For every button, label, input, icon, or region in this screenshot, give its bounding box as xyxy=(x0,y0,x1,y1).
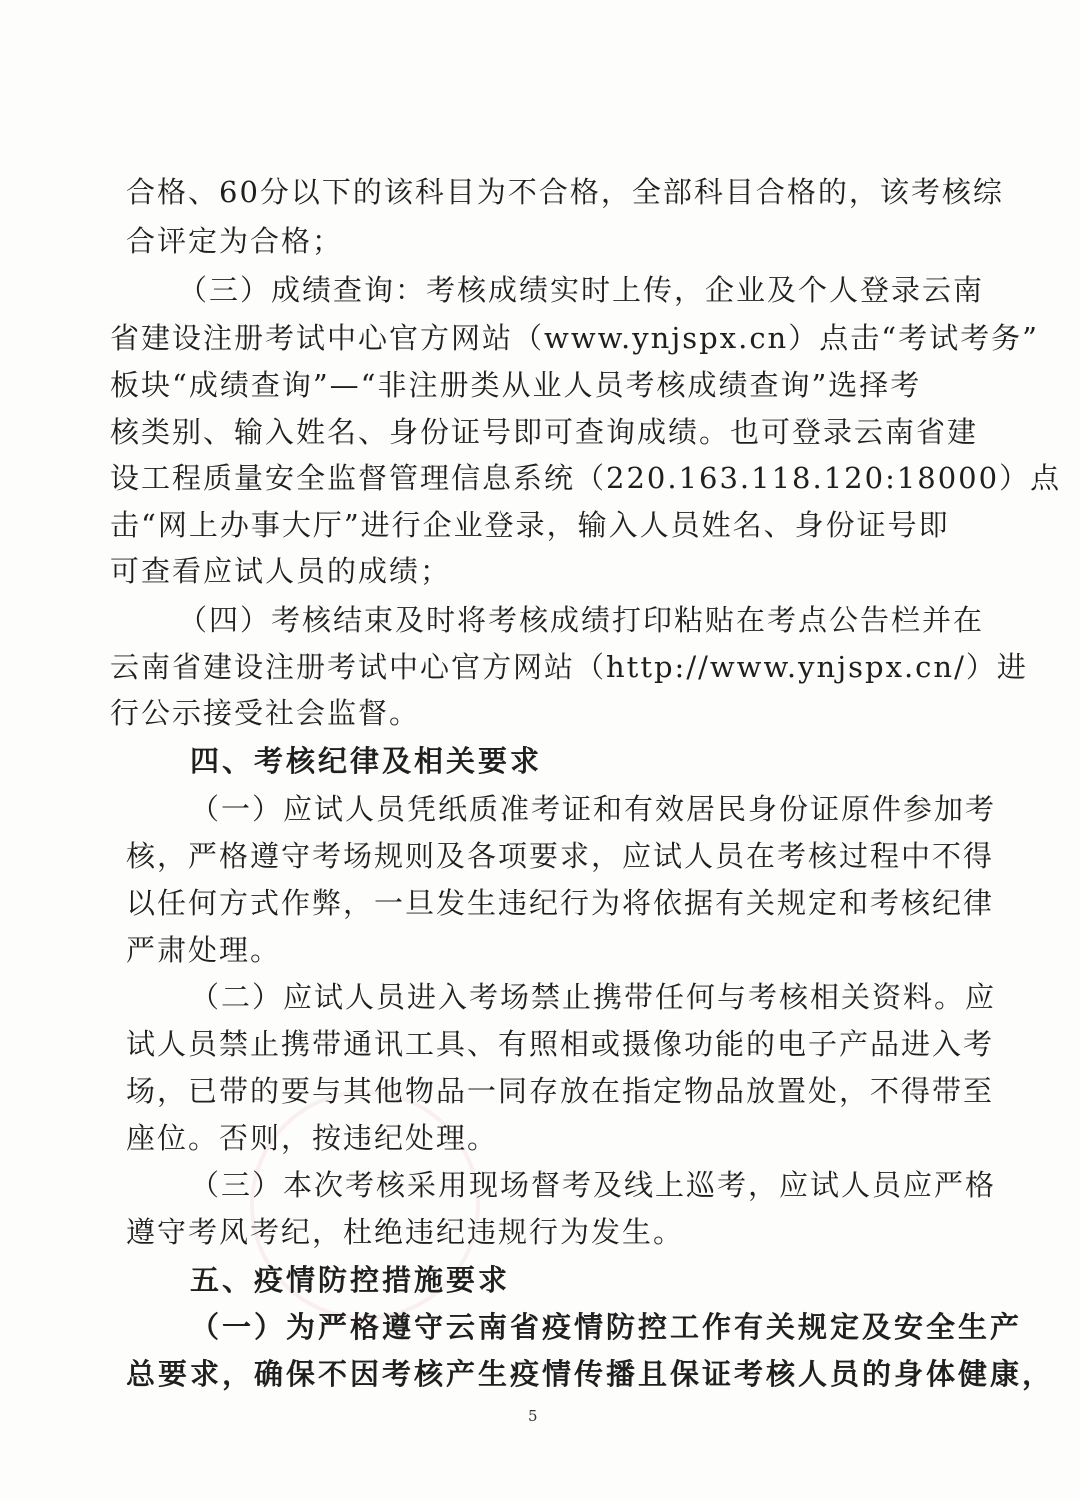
text-line: 云南省建设注册考试中心官方网站（http://www.ynjspx.cn/）进 xyxy=(110,650,1028,684)
text-line: 核，严格遵守考场规则及各项要求，应试人员在考核过程中不得 xyxy=(126,839,995,873)
text-line: 遵守考风考纪，杜绝违纪违规行为发生。 xyxy=(126,1215,685,1249)
text-line: （三）成绩查询：考核成绩实时上传，企业及个人登录云南 xyxy=(178,273,985,307)
text-line: 场，已带的要与其他物品一同存放在指定物品放置处，不得带至 xyxy=(126,1074,995,1108)
text-line: 击“网上办事大厅”进行企业登录，输入人员姓名、身份证号即 xyxy=(110,508,950,542)
text-line-bold: 总要求，确保不因考核产生疫情传播且保证考核人员的身体健康， xyxy=(126,1357,1055,1391)
page-number: 5 xyxy=(528,1407,538,1425)
text-line: （一）应试人员凭纸质准考证和有效居民身份证原件参加考 xyxy=(190,792,997,826)
text-line: （三）本次考核采用现场督考及线上巡考，应试人员应严格 xyxy=(190,1168,997,1202)
text-line: 试人员禁止携带通讯工具、有照相或摄像功能的电子产品进入考 xyxy=(126,1027,995,1061)
text-line: 以任何方式作弊，一旦发生违纪行为将依据有关规定和考核纪律 xyxy=(126,886,995,920)
text-line: 严肃处理。 xyxy=(126,933,282,967)
text-line: 合格、60分以下的该科目为不合格，全部科目合格的，该考核综 xyxy=(126,175,1004,209)
text-line: 板块“成绩查询”—“非注册类从业人员考核成绩查询”选择考 xyxy=(110,368,922,402)
text-line-bold: （一）为严格遵守云南省疫情防控工作有关规定及安全生产 xyxy=(190,1310,1023,1344)
text-line: 设工程质量安全监督管理信息系统（220.163.118.120:18000）点 xyxy=(110,461,1062,495)
text-line: 行公示接受社会监督。 xyxy=(110,696,421,730)
text-line: 合评定为合格； xyxy=(126,224,344,258)
text-line: （二）应试人员进入考场禁止携带任何与考核相关资料。应 xyxy=(190,980,997,1014)
text-line: （四）考核结束及时将考核成绩打印粘贴在考点公告栏并在 xyxy=(178,603,985,637)
text-line: 座位。否则，按违纪处理。 xyxy=(126,1121,499,1155)
text-line: 核类别、输入姓名、身份证号即可查询成绩。也可登录云南省建 xyxy=(110,415,979,449)
section-heading: 四、考核纪律及相关要求 xyxy=(190,744,543,778)
text-line: 省建设注册考试中心官方网站（www.ynjspx.cn）点击“考试考务” xyxy=(110,321,1039,355)
text-line: 可查看应试人员的成绩； xyxy=(110,554,452,588)
section-heading: 五、疫情防控措施要求 xyxy=(190,1263,511,1297)
